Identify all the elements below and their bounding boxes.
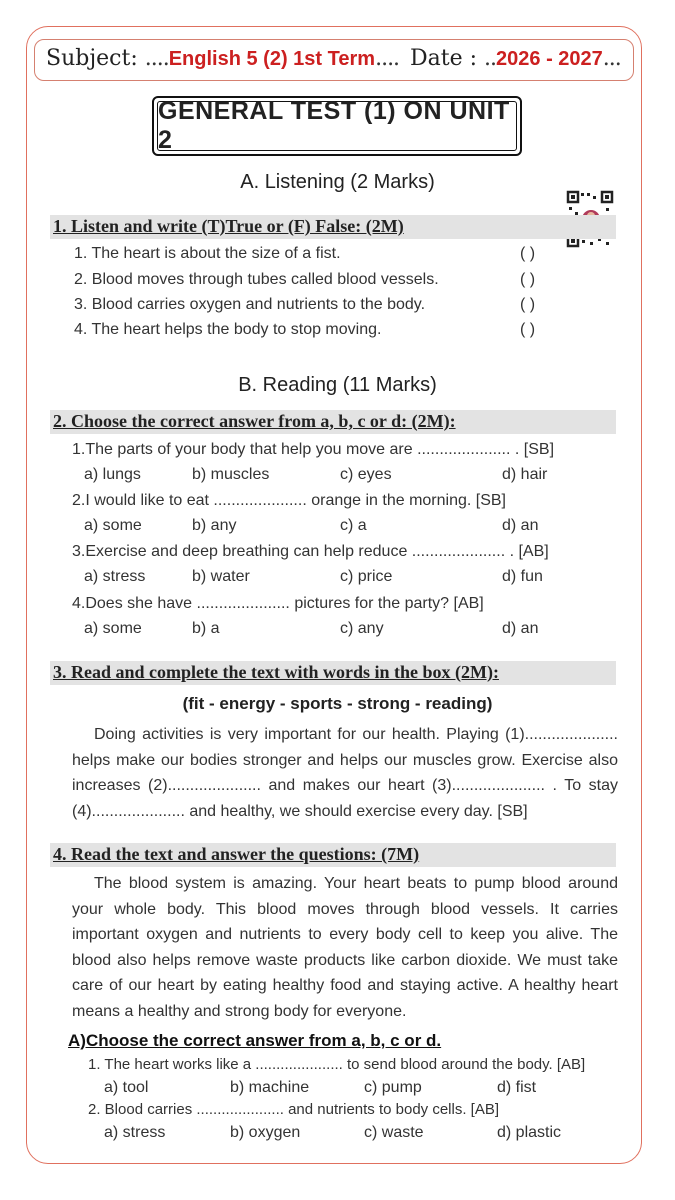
- subject-line: Subject: ....English 5 (2) 1st Term....: [46, 46, 400, 71]
- q4-heading: 4. Read the text and answer the questions: (7M): [53, 844, 420, 864]
- q4-1-option-b[interactable]: b) machine: [230, 1079, 310, 1096]
- subject-value: English 5 (2) 1st Term: [168, 48, 376, 70]
- q2-1-option-b[interactable]: b) muscles: [192, 466, 270, 483]
- q1-answer-3[interactable]: ( ): [520, 296, 536, 313]
- q2-4-option-b[interactable]: b) a: [192, 620, 220, 637]
- q4-1-option-d[interactable]: d) fist: [497, 1079, 537, 1096]
- q4-2-option-a[interactable]: a) stress: [104, 1124, 166, 1141]
- subject-label: Subject:: [46, 46, 145, 71]
- q2-2-option-d[interactable]: d) an: [502, 517, 539, 534]
- q1-heading: 1. Listen and write (T)True or (F) False: (2M): [53, 216, 404, 236]
- q3-text: Doing activities is very important for our health. Playing (1)..................... helps make our bodies stronger and helps our muscles grow. Exercise also increases (2)..................... and makes our heart (3)..................... . To stay (4)..................... and healthy, we should exercise every day. [SB]: [72, 726, 618, 820]
- q4-text: The blood system is amazing. Your heart beats to pump blood around your whole body. This blood moves through blood vessels. It carries important oxygen and nutrients to every body cell to keep you alive. The blood also helps remove waste products like carbon dioxide. We must take care of our heart by eating healthy food and staying active. A healthy heart means a healthy and strong body for everyone.: [72, 875, 618, 1020]
- q2-2-option-a[interactable]: a) some: [84, 517, 142, 534]
- section-b-title: B. Reading (11 Marks): [238, 374, 437, 396]
- q4-1-option-c[interactable]: c) pump: [364, 1079, 422, 1096]
- q2-stem-3: 3.Exercise and deep breathing can help reduce ..................... . [AB]: [72, 543, 549, 560]
- q2-2-option-b[interactable]: b) any: [192, 517, 237, 534]
- q1-answer-2[interactable]: ( ): [520, 271, 536, 288]
- q3-heading: 3. Read and complete the text with words in the box (2M):: [53, 662, 499, 682]
- q1-answer-4[interactable]: ( ): [520, 321, 536, 338]
- q3-passage: [72, 722, 618, 824]
- title-box: [152, 96, 522, 156]
- q2-4-option-a[interactable]: a) some: [84, 620, 142, 637]
- q2-3-option-b[interactable]: b) water: [192, 568, 250, 585]
- date-line: Date : ..2026 - 2027...: [410, 46, 621, 71]
- q2-1-option-c[interactable]: c) eyes: [340, 466, 392, 483]
- section-a-title: A. Listening (2 Marks): [240, 171, 435, 193]
- q1-item-3: 3. Blood carries oxygen and nutrients to the body.: [74, 296, 426, 313]
- q2-3-option-a[interactable]: a) stress: [84, 568, 146, 585]
- q4-passage: [72, 871, 618, 1025]
- word-box: (fit - energy - sports - strong - reading): [182, 694, 493, 713]
- q4-heading-bar: [50, 843, 616, 867]
- test-title: GENERAL TEST (1) ON UNIT 2: [157, 101, 517, 151]
- q2-4-option-c[interactable]: c) any: [340, 620, 384, 637]
- q3-heading-bar: [50, 661, 616, 685]
- q1-item-2: 2. Blood moves through tubes called blood vessels.: [74, 271, 439, 288]
- q1-item-4: 4. The heart helps the body to stop moving.: [74, 321, 382, 338]
- q2-heading: 2. Choose the correct answer from a, b, c or d: (2M):: [53, 411, 456, 431]
- q4-2-option-b[interactable]: b) oxygen: [230, 1124, 301, 1141]
- q2-3-option-c[interactable]: c) price: [340, 568, 393, 585]
- q4-1-option-a[interactable]: a) tool: [104, 1079, 149, 1096]
- q4-2-option-c[interactable]: c) waste: [364, 1124, 424, 1141]
- q2-2-option-c[interactable]: c) a: [340, 517, 367, 534]
- q2-1-option-a[interactable]: a) lungs: [84, 466, 141, 483]
- date-label: Date :: [410, 46, 485, 71]
- q1-item-1: 1. The heart is about the size of a fist.: [74, 245, 341, 262]
- q1-answer-1[interactable]: ( ): [520, 245, 536, 262]
- q4-sub-a-text: A)Choose the correct answer from a, b, c or d.: [68, 1031, 442, 1050]
- q2-4-option-d[interactable]: d) an: [502, 620, 539, 637]
- q4-stem-2: 2. Blood carries ..................... and nutrients to body cells. [AB]: [88, 1101, 500, 1118]
- q2-3-option-d[interactable]: d) fun: [502, 568, 543, 585]
- q4-stem-1: 1. The heart works like a ..................... to send blood around the body. [AB]: [88, 1056, 586, 1073]
- date-value: 2026 - 2027: [496, 48, 603, 70]
- q2-heading-bar: [50, 410, 616, 434]
- q4-2-option-d[interactable]: d) plastic: [497, 1124, 562, 1141]
- q1-heading-bar: [50, 215, 616, 239]
- q2-stem-4: 4.Does she have ..................... pictures for the party? [AB]: [72, 595, 484, 612]
- q2-1-option-d[interactable]: d) hair: [502, 466, 548, 483]
- q2-stem-1: 1.The parts of your body that help you move are ..................... . [SB]: [72, 441, 555, 458]
- q4-sub-a-heading: [68, 1031, 441, 1051]
- q2-stem-2: 2.I would like to eat ..................... orange in the morning. [SB]: [72, 492, 506, 509]
